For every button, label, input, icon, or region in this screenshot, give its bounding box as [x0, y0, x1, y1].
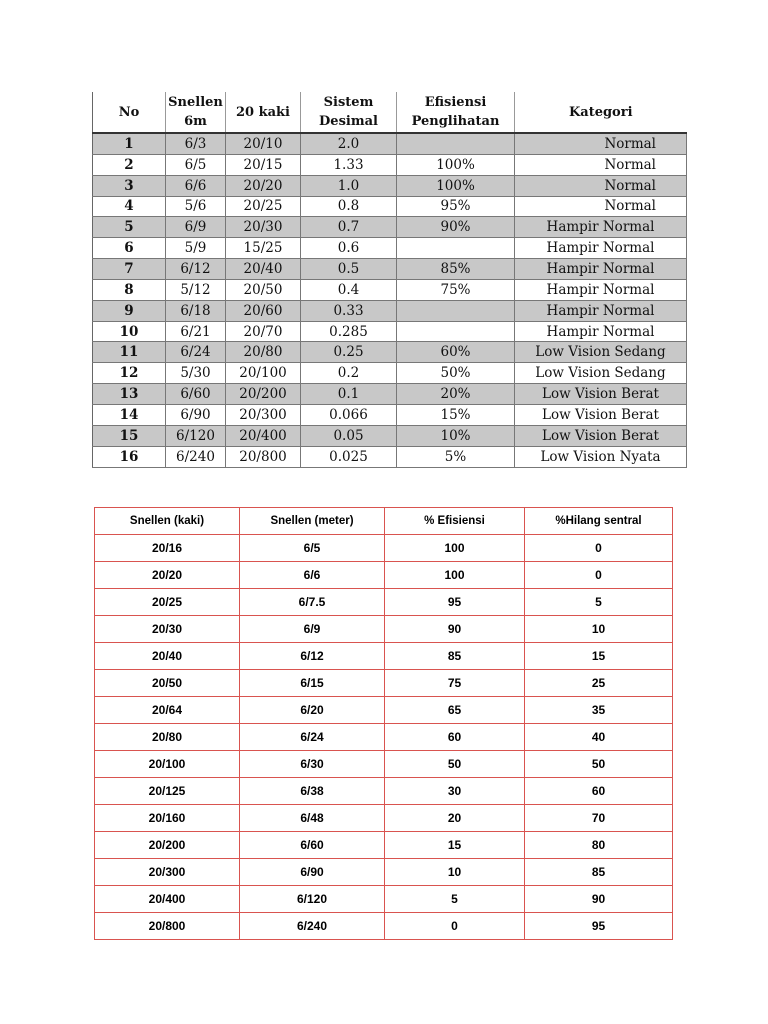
cell-snellen-kaki: 20/200 [95, 832, 240, 859]
table-row [93, 217, 687, 238]
cell-efisiensi: 5% [397, 446, 515, 467]
cell-kategori: Low Vision Berat [515, 384, 687, 405]
cell-snellen-6m: 6/21 [166, 321, 226, 342]
cell-sistem-desimal: 1.0 [301, 175, 397, 196]
cell-snellen-6m: 6/12 [166, 259, 226, 280]
cell-20-kaki: 20/30 [226, 217, 301, 238]
cell-hilang-sentral: 90 [525, 886, 673, 913]
cell-20-kaki: 20/60 [226, 300, 301, 321]
cell-persen-efisiensi: 0 [385, 913, 525, 940]
table-row [95, 643, 673, 670]
cell-sistem-desimal: 0.7 [301, 217, 397, 238]
cell-hilang-sentral: 10 [525, 616, 673, 643]
cell-hilang-sentral: 25 [525, 670, 673, 697]
cell-snellen-6m: 6/9 [166, 217, 226, 238]
cell-efisiensi: 85% [397, 259, 515, 280]
cell-persen-efisiensi: 95 [385, 589, 525, 616]
table-row [93, 425, 687, 446]
cell-snellen-meter: 6/240 [240, 913, 385, 940]
cell-no: 6 [93, 238, 166, 259]
cell-20-kaki: 20/50 [226, 279, 301, 300]
cell-kategori: Low Vision Sedang [515, 342, 687, 363]
cell-snellen-meter: 6/24 [240, 724, 385, 751]
cell-snellen-kaki: 20/160 [95, 805, 240, 832]
cell-20-kaki: 20/10 [226, 133, 301, 154]
cell-efisiensi: 10% [397, 425, 515, 446]
cell-hilang-sentral: 15 [525, 643, 673, 670]
cell-efisiensi: 20% [397, 384, 515, 405]
cell-snellen-6m: 5/12 [166, 279, 226, 300]
cell-kategori: Normal [515, 133, 687, 154]
cell-persen-efisiensi: 65 [385, 697, 525, 724]
cell-snellen-6m: 6/120 [166, 425, 226, 446]
cell-hilang-sentral: 0 [525, 562, 673, 589]
cell-hilang-sentral: 5 [525, 589, 673, 616]
cell-no: 10 [93, 321, 166, 342]
cell-no: 12 [93, 363, 166, 384]
table-row [93, 279, 687, 300]
cell-kategori: Normal [515, 196, 687, 217]
cell-20-kaki: 20/400 [226, 425, 301, 446]
cell-20-kaki: 20/800 [226, 446, 301, 467]
cell-efisiensi: 50% [397, 363, 515, 384]
cell-hilang-sentral: 95 [525, 913, 673, 940]
cell-efisiensi: 90% [397, 217, 515, 238]
table-row [93, 384, 687, 405]
cell-sistem-desimal: 0.2 [301, 363, 397, 384]
cell-no: 2 [93, 154, 166, 175]
cell-snellen-meter: 6/9 [240, 616, 385, 643]
cell-sistem-desimal: 0.5 [301, 259, 397, 280]
cell-sistem-desimal: 0.25 [301, 342, 397, 363]
table-row [95, 832, 673, 859]
cell-no: 4 [93, 196, 166, 217]
header-persen-efisiensi: % Efisiensi [385, 508, 525, 535]
cell-persen-efisiensi: 90 [385, 616, 525, 643]
header-hilang-sentral: %Hilang sentral [525, 508, 673, 535]
table-row [93, 404, 687, 425]
table2-header-row [95, 508, 673, 535]
cell-snellen-kaki: 20/50 [95, 670, 240, 697]
cell-no: 11 [93, 342, 166, 363]
cell-20-kaki: 20/40 [226, 259, 301, 280]
cell-no: 14 [93, 404, 166, 425]
cell-hilang-sentral: 0 [525, 535, 673, 562]
cell-snellen-6m: 5/9 [166, 238, 226, 259]
cell-sistem-desimal: 0.4 [301, 279, 397, 300]
cell-hilang-sentral: 60 [525, 778, 673, 805]
header-no: No [93, 92, 166, 133]
cell-kategori: Low Vision Berat [515, 425, 687, 446]
cell-sistem-desimal: 0.285 [301, 321, 397, 342]
cell-20-kaki: 20/70 [226, 321, 301, 342]
cell-no: 13 [93, 384, 166, 405]
table1-header-row [93, 92, 687, 133]
cell-kategori: Low Vision Sedang [515, 363, 687, 384]
cell-sistem-desimal: 2.0 [301, 133, 397, 154]
cell-snellen-meter: 6/6 [240, 562, 385, 589]
cell-snellen-6m: 5/6 [166, 196, 226, 217]
cell-snellen-kaki: 20/40 [95, 643, 240, 670]
cell-efisiensi: 15% [397, 404, 515, 425]
cell-persen-efisiensi: 60 [385, 724, 525, 751]
cell-20-kaki: 20/15 [226, 154, 301, 175]
cell-no: 7 [93, 259, 166, 280]
cell-snellen-kaki: 20/16 [95, 535, 240, 562]
table-row [93, 238, 687, 259]
cell-20-kaki: 20/25 [226, 196, 301, 217]
cell-efisiensi [397, 133, 515, 154]
header-snellen-6m: Snellen 6m [166, 92, 226, 133]
table-row [93, 175, 687, 196]
header-efisiensi-penglihatan: Efisiensi Penglihatan [397, 92, 515, 133]
cell-snellen-kaki: 20/400 [95, 886, 240, 913]
table-row [93, 446, 687, 467]
cell-20-kaki: 15/25 [226, 238, 301, 259]
table-row [95, 697, 673, 724]
cell-persen-efisiensi: 100 [385, 535, 525, 562]
cell-no: 3 [93, 175, 166, 196]
cell-no: 5 [93, 217, 166, 238]
table-row [95, 859, 673, 886]
cell-efisiensi: 75% [397, 279, 515, 300]
cell-snellen-kaki: 20/100 [95, 751, 240, 778]
cell-persen-efisiensi: 10 [385, 859, 525, 886]
cell-snellen-6m: 6/240 [166, 446, 226, 467]
table-row [93, 259, 687, 280]
table-row [93, 342, 687, 363]
table-row [93, 321, 687, 342]
cell-hilang-sentral: 35 [525, 697, 673, 724]
table-row [95, 751, 673, 778]
cell-efisiensi [397, 321, 515, 342]
cell-persen-efisiensi: 85 [385, 643, 525, 670]
cell-kategori: Normal [515, 154, 687, 175]
header-kategori: Kategori [515, 92, 687, 133]
cell-sistem-desimal: 0.6 [301, 238, 397, 259]
header-snellen-meter: Snellen (meter) [240, 508, 385, 535]
cell-snellen-kaki: 20/64 [95, 697, 240, 724]
cell-snellen-kaki: 20/30 [95, 616, 240, 643]
cell-kategori: Normal [515, 175, 687, 196]
cell-sistem-desimal: 0.33 [301, 300, 397, 321]
cell-snellen-6m: 6/24 [166, 342, 226, 363]
table-row [95, 535, 673, 562]
cell-snellen-6m: 6/60 [166, 384, 226, 405]
table-row [95, 562, 673, 589]
cell-efisiensi: 100% [397, 175, 515, 196]
cell-snellen-kaki: 20/25 [95, 589, 240, 616]
cell-snellen-meter: 6/48 [240, 805, 385, 832]
table-row [95, 778, 673, 805]
cell-sistem-desimal: 0.066 [301, 404, 397, 425]
cell-persen-efisiensi: 15 [385, 832, 525, 859]
table-row [95, 670, 673, 697]
cell-snellen-meter: 6/5 [240, 535, 385, 562]
cell-kategori: Hampir Normal [515, 238, 687, 259]
visual-acuity-category-table [92, 92, 687, 468]
cell-snellen-6m: 6/18 [166, 300, 226, 321]
cell-snellen-6m: 6/3 [166, 133, 226, 154]
cell-efisiensi: 100% [397, 154, 515, 175]
cell-20-kaki: 20/80 [226, 342, 301, 363]
table-row [95, 805, 673, 832]
cell-no: 9 [93, 300, 166, 321]
cell-persen-efisiensi: 75 [385, 670, 525, 697]
cell-sistem-desimal: 0.05 [301, 425, 397, 446]
cell-snellen-meter: 6/12 [240, 643, 385, 670]
table-row [95, 724, 673, 751]
cell-snellen-meter: 6/30 [240, 751, 385, 778]
cell-sistem-desimal: 1.33 [301, 154, 397, 175]
cell-snellen-6m: 5/30 [166, 363, 226, 384]
cell-persen-efisiensi: 30 [385, 778, 525, 805]
cell-kategori: Hampir Normal [515, 279, 687, 300]
cell-hilang-sentral: 70 [525, 805, 673, 832]
cell-hilang-sentral: 40 [525, 724, 673, 751]
snellen-efficiency-table [94, 507, 673, 940]
cell-kategori: Hampir Normal [515, 259, 687, 280]
cell-no: 16 [93, 446, 166, 467]
cell-snellen-meter: 6/90 [240, 859, 385, 886]
cell-snellen-kaki: 20/300 [95, 859, 240, 886]
header-20-kaki: 20 kaki [226, 92, 301, 133]
cell-persen-efisiensi: 100 [385, 562, 525, 589]
cell-efisiensi [397, 300, 515, 321]
table-row [93, 133, 687, 154]
table-row [93, 196, 687, 217]
cell-kategori: Hampir Normal [515, 217, 687, 238]
table-row [95, 886, 673, 913]
cell-20-kaki: 20/20 [226, 175, 301, 196]
cell-kategori: Hampir Normal [515, 321, 687, 342]
cell-hilang-sentral: 50 [525, 751, 673, 778]
cell-efisiensi: 95% [397, 196, 515, 217]
header-snellen-kaki: Snellen (kaki) [95, 508, 240, 535]
cell-snellen-6m: 6/5 [166, 154, 226, 175]
cell-snellen-kaki: 20/80 [95, 724, 240, 751]
header-sistem-desimal: Sistem Desimal [301, 92, 397, 133]
table-row [95, 589, 673, 616]
cell-efisiensi [397, 238, 515, 259]
cell-no: 1 [93, 133, 166, 154]
cell-snellen-meter: 6/120 [240, 886, 385, 913]
cell-kategori: Low Vision Nyata [515, 446, 687, 467]
cell-snellen-kaki: 20/20 [95, 562, 240, 589]
table-row [93, 154, 687, 175]
cell-persen-efisiensi: 50 [385, 751, 525, 778]
cell-kategori: Hampir Normal [515, 300, 687, 321]
cell-snellen-6m: 6/90 [166, 404, 226, 425]
cell-snellen-meter: 6/20 [240, 697, 385, 724]
cell-20-kaki: 20/100 [226, 363, 301, 384]
cell-no: 15 [93, 425, 166, 446]
table-row [95, 913, 673, 940]
cell-persen-efisiensi: 5 [385, 886, 525, 913]
cell-snellen-meter: 6/7.5 [240, 589, 385, 616]
table-row [93, 363, 687, 384]
cell-efisiensi: 60% [397, 342, 515, 363]
cell-snellen-kaki: 20/800 [95, 913, 240, 940]
cell-snellen-meter: 6/15 [240, 670, 385, 697]
cell-sistem-desimal: 0.8 [301, 196, 397, 217]
cell-kategori: Low Vision Berat [515, 404, 687, 425]
cell-sistem-desimal: 0.1 [301, 384, 397, 405]
cell-snellen-meter: 6/60 [240, 832, 385, 859]
cell-sistem-desimal: 0.025 [301, 446, 397, 467]
cell-20-kaki: 20/300 [226, 404, 301, 425]
cell-20-kaki: 20/200 [226, 384, 301, 405]
cell-snellen-6m: 6/6 [166, 175, 226, 196]
cell-persen-efisiensi: 20 [385, 805, 525, 832]
cell-snellen-kaki: 20/125 [95, 778, 240, 805]
cell-no: 8 [93, 279, 166, 300]
cell-hilang-sentral: 80 [525, 832, 673, 859]
table-row [95, 616, 673, 643]
table-row [93, 300, 687, 321]
cell-hilang-sentral: 85 [525, 859, 673, 886]
cell-snellen-meter: 6/38 [240, 778, 385, 805]
